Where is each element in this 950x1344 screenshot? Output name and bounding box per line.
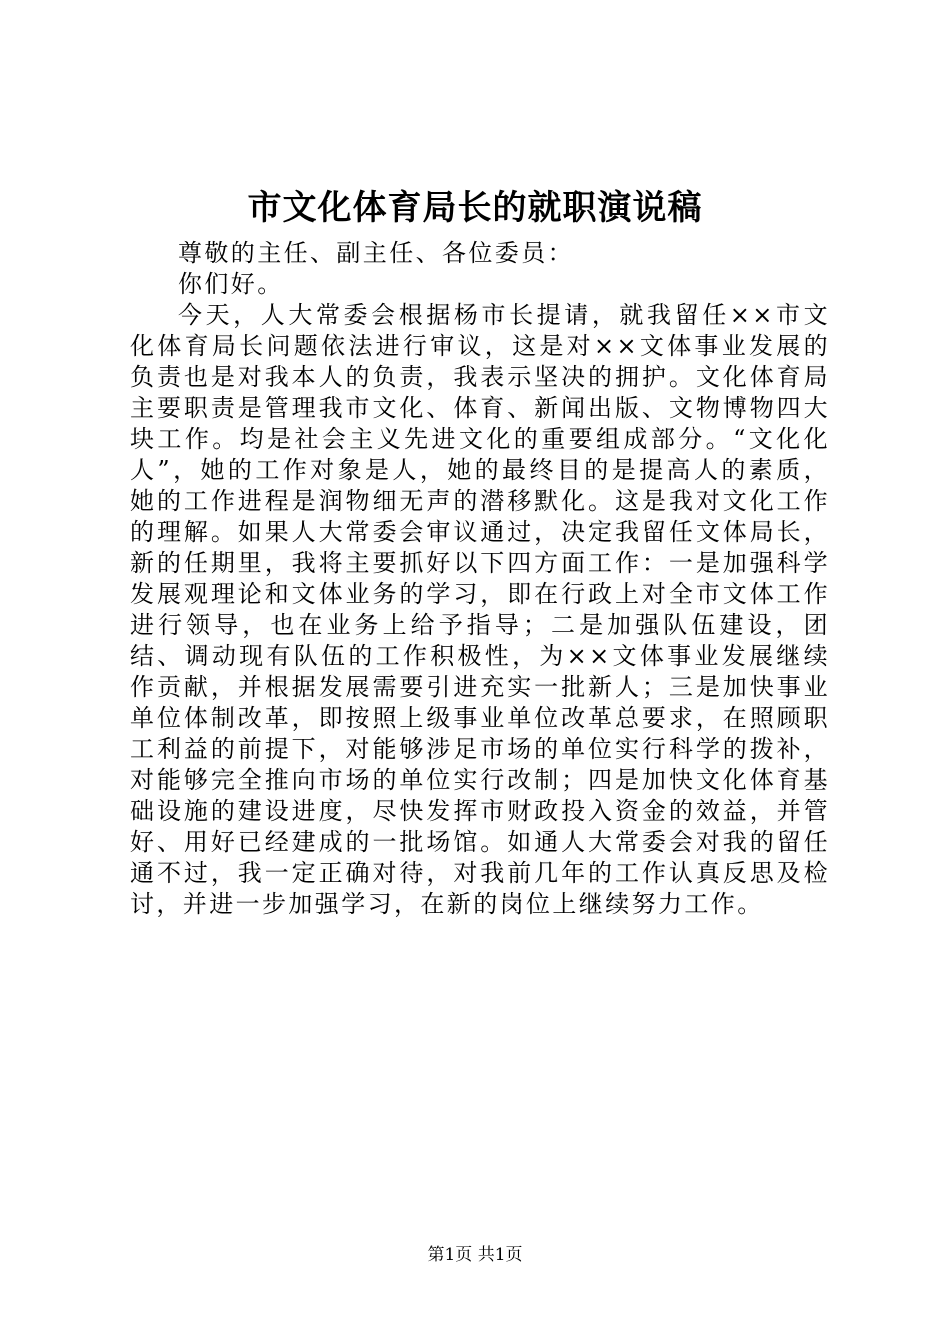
greeting: 你们好。 (178, 270, 284, 298)
body-paragraph: 今天，人大常委会根据杨市长提请，就我留任××市文化体育局长问题依法进行审议，这是对××文体事业发展的负责也是对我本人的负责，我表示坚决的拥护。文化体育局主要职责是管理我市文化、体育、新闻出版、文物博物四大块工作。均是社会主义先进文化的重要组成部分。“文化化人”，她的工作对象是人，她的最终目的是提高人的素质，她的工作进程是润物细无声的潜移默化。这是我对文化工作的理解。如果人大常委会审议通过，决定我留任文体局长，新的任期里，我将主要抓好以下四方面工作：一是加强科学发展观理论和文体业务的学习，即在行政上对全市文体工作进行领导，也在业务上给予指导；二是加强队伍建设，团结、调动现有队伍的工作积极性，为××文体事业发展继续作贡献，并根据发展需要引进充实一批新人；三是加快事业单位体制改革，即按照上级事业单位改革总要求，在照顾职工利益的前提下，对能够涉足市场的单位实行科学的拨补，对能够完全推向市场的单位实行改制；四是加快文化体育基础设施的建设进度，尽快发挥市财政投入资金的效益，并管好、用好已经建成的一批场馆。如通人大常委会对我的留任通不过，我一定正确对待，对我前几年的工作认真反思及检讨，并进一步加强学习，在新的岗位上继续努力工作。 (130, 301, 830, 918)
document-body (130, 238, 830, 920)
page-footer: 第1页 共1页 (427, 1245, 523, 1265)
salutation: 尊敬的主任、副主任、各位委员： (178, 239, 574, 267)
page-title: 市文化体育局长的就职演说稿 (247, 188, 703, 228)
